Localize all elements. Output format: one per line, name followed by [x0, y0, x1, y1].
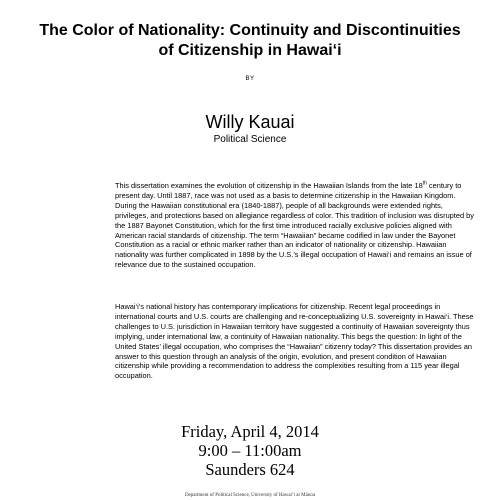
document-title: [20, 21, 480, 61]
by-label: BY: [245, 76, 255, 82]
footer-affiliation: Department of Political Science, University of Hawai‘i at Mānoa: [184, 493, 316, 498]
title-line-2: of Citizenship in Hawai‘i: [158, 42, 342, 59]
event-location: Saunders 624: [205, 460, 295, 479]
event-time: 9:00 – 11:00am: [198, 441, 302, 460]
author-name: Willy Kauai: [205, 112, 295, 132]
abstract-p1-text-a: This dissertation examines the evolution of citizenship in the Hawaiian Islands from the late 18: [115, 181, 423, 190]
abstract-paragraph-2: Hawai‘i’s national history has contemporary implications for citizenship. Recent legal proceedings in international courts and U.S. courts are challenging and re-conceptualizing U.S. sovereignty in Hawai‘i. These challenges to U.S. jurisdiction in Hawaiian territory have suggested a continuity of Hawaiian sovereignty thus implying, under international law, a continuity of Hawaiian nationality. This begs the question: In light of the United States’ illegal occupation, who comprises the “Hawaiian” citizenry today? This dissertation provides an answer to this question through an analysis of the origin, evolution, and present condition of Hawaiian citizenship while providing a recommendation to address the complexities resulting from a 115 year illegal occupation.: [115, 302, 474, 381]
title-line-1: The Color of Nationality: Continuity and Discontinuities: [39, 22, 461, 39]
abstract-paragraph-1: [115, 181, 475, 270]
abstract-p1-superscript: th: [422, 180, 427, 187]
abstract-p1-text-b: century to present day. Until 1887, race was not used as a basis to determine citizenship in the Hawaiian Kingdom. During the Hawaiian constitutional era (1840-1887), people of all backgrounds were extended rights, privileges, and protections based on allegiance regardless of color. This tradition of inclusion was disrupted by the 1887 Bayonet Constitution, which for the first time introduced racially exclusive policies aligned with American racial standards of citizenship. The term “Hawaiian” became codified in law under the Bayonet Constitution as a racial or ethnic marker rather than an indicator of nationality or citizenship. Hawaiian nationality was further complicated in 1898 by the U.S.’s illegal occupation of Hawai‘i and remains an issue of relevance due to the sustained occupation.: [115, 181, 474, 270]
event-date: Friday, April 4, 2014: [181, 422, 319, 441]
author-department: Political Science: [213, 134, 287, 145]
